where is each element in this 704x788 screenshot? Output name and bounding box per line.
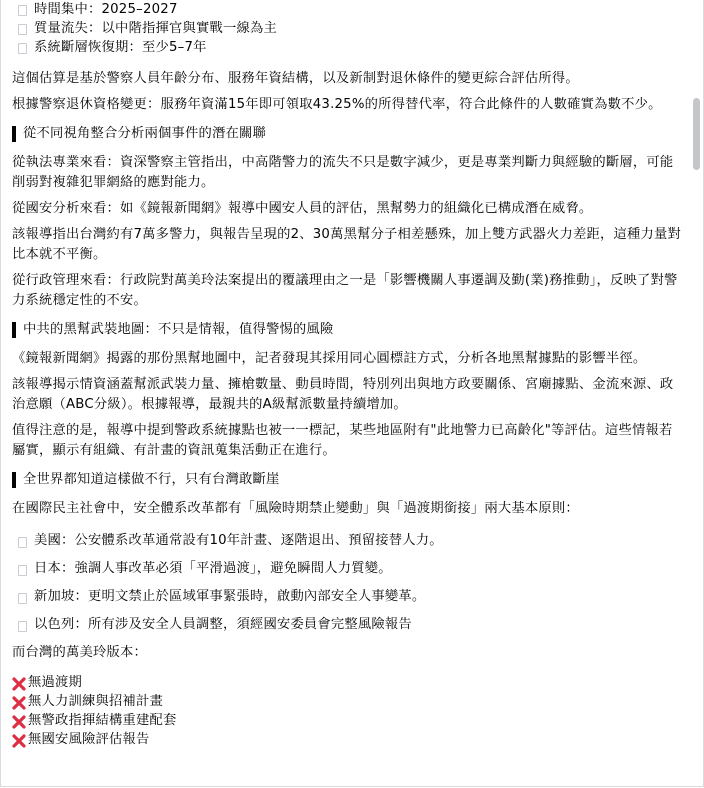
x-list-item: [12, 711, 684, 730]
ballot-box-icon: [18, 5, 27, 16]
list-item-text: 系統斷層恢復期：至少5–7年: [34, 39, 207, 55]
list-item: [12, 38, 684, 57]
x-list-item: [12, 730, 684, 749]
paragraph: 該報導揭示情資涵蓋幫派武裝力量、擁槍數量、動員時間，特別列出與地方政要關係、宮廟據點、金流來源、政治意願（ABC分級）。根據報導，最親共的A級幫派數量持續增加。: [12, 377, 674, 412]
paragraph: 從行政管理來看：行政院對萬美玲法案提出的覆議理由之一是「影響機關人事遷調及勤(業)務推動」，反映了對警力系統穩定性的不安。: [12, 273, 678, 308]
list-item: [12, 611, 684, 639]
ballot-box-icon: [18, 24, 27, 35]
heading-text: 中共的黑幫武裝地圖：不只是情報，值得警惕的風險: [23, 322, 334, 337]
ballot-box-icon: [18, 593, 27, 604]
list-item-text: 日本：強調人事改革必須「平滑過渡」，避免瞬間人力質變。: [34, 561, 392, 576]
list-item: [12, 19, 684, 38]
list-item: [12, 555, 684, 583]
paragraph: 這個估算是基於警察人員年齡分布、服務年資結構，以及新制對退休條件的變更綜合評估所得。: [12, 71, 579, 86]
x-list-item-text: 無國安風險評估報告: [28, 731, 150, 747]
paragraph: 從國安分析來看：如《鏡報新聞網》報導中國安人員的評估，黑幫勢力的組織化已構成潛在威脅。: [12, 201, 593, 216]
paragraph: 根據警察退休資格變更：服務年資滿15年即可領取43.25%的所得替代率，符合此條件的人數確實為數不少。: [12, 97, 662, 112]
heading-bar-icon: [12, 126, 16, 142]
cross-mark-icon: [12, 734, 26, 748]
ballot-box-icon: [18, 537, 27, 548]
list-item-text: 時間集中：2025–2027: [34, 1, 178, 17]
paragraph: 在國際民主社會中，安全體系改革都有「風險時期禁止變動」與「過渡期銜接」兩大基本原則：: [12, 501, 579, 516]
list-item-text: 以色列：所有涉及安全人員調整，須經國安委員會完整風險報告: [34, 617, 412, 632]
paragraph: 值得注意的是，報導中提到警政系統據點也被一一標記，某些地區附有"此地警力已高齡化"等評估。這些情報若屬實，顯示有組織、有計畫的資訊蒐集活動正在進行。: [12, 423, 673, 458]
x-list-item-text: 無過渡期: [28, 674, 82, 690]
scrollbar-thumb[interactable]: [693, 98, 700, 170]
heading-bar-icon: [12, 322, 16, 338]
x-list-item-text: 無人力訓練與招補計畫: [28, 693, 163, 709]
post-body: [12, 0, 684, 749]
heading-bar-icon: [12, 472, 16, 488]
paragraph: 而台灣的萬美玲版本：: [12, 645, 147, 660]
heading-text: 全世界都知道這樣做不行，只有台灣敢斷崖: [23, 472, 280, 487]
heading-text: 從不同視角整合分析兩個事件的潛在關聯: [23, 126, 266, 141]
list-item-text: 新加坡：更明文禁止於區域軍事緊張時，啟動內部安全人事變革。: [34, 589, 426, 604]
ballot-box-icon: [18, 565, 27, 576]
ballot-box-icon: [18, 621, 27, 632]
section-heading: [12, 321, 684, 339]
list-item-text: 質量流失：以中階指揮官與實戰一線為主: [34, 20, 277, 36]
scrollbar[interactable]: [692, 0, 702, 786]
cross-mark-icon: [12, 677, 26, 691]
list-item: [12, 0, 684, 19]
cross-mark-icon: [12, 715, 26, 729]
list-item: [12, 583, 684, 611]
paragraph: 《鏡報新聞網》揭露的那份黑幫地圖中，記者發現其採用同心圓標註方式，分析各地黑幫據點的影響半徑。: [12, 351, 647, 366]
ballot-box-icon: [18, 43, 27, 54]
paragraph: 該報導指出台灣約有7萬多警力，與報告呈現的2、30萬黑幫分子相差懸殊，加上雙方武器火力差距，這種力量對比本就不平衡。: [12, 227, 681, 262]
x-list-item-text: 無警政指揮結構重建配套: [28, 712, 177, 728]
list-item-text: 美國：公安體系改革通常設有10年計畫、逐階退出、預留接替人力。: [34, 533, 443, 548]
x-list-item: [12, 692, 684, 711]
x-list-item: [12, 673, 684, 692]
cross-mark-icon: [12, 696, 26, 710]
paragraph: 從執法專業來看：資深警察主管指出，中高階警力的流失不只是數字減少，更是專業判斷力與經驗的斷層，可能削弱對複雜犯罪網絡的應對能力。: [12, 155, 674, 190]
list-item: [12, 527, 684, 555]
section-heading: [12, 471, 684, 489]
section-heading: [12, 125, 684, 143]
